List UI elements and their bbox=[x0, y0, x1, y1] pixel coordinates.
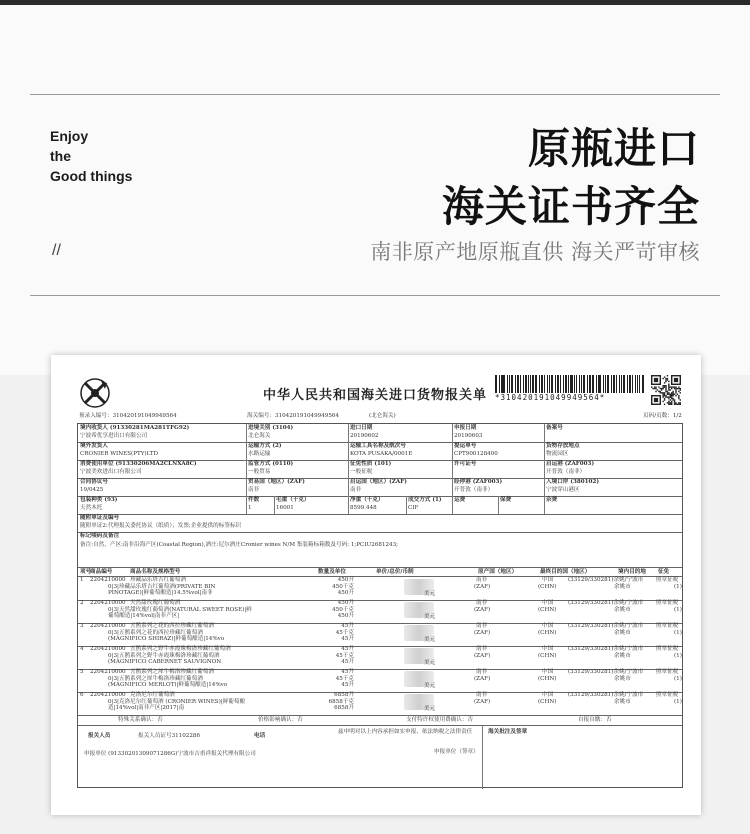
grid-col-line bbox=[246, 424, 247, 496]
barcode-bar bbox=[535, 375, 538, 393]
barcode-bar bbox=[611, 375, 612, 393]
declarant-cert: 报关人员证号31102286 bbox=[138, 733, 201, 739]
field-label: 启运国（地区）(ZAF) bbox=[350, 479, 407, 485]
field-label: 运费 bbox=[454, 497, 466, 503]
barcode-bar bbox=[570, 375, 573, 393]
field-value: 物流园区 bbox=[546, 451, 569, 457]
barcode-bar bbox=[583, 375, 585, 393]
item-currency: 美元 bbox=[424, 683, 436, 689]
item-name: 五鹊系列之犀牛梅洛珍藏红葡萄酒 bbox=[130, 669, 214, 675]
item-quantity: 450升 bbox=[337, 613, 354, 619]
item-quantity: 450升 bbox=[337, 577, 354, 583]
field-label: 件数 bbox=[248, 497, 260, 503]
item-destination: 中国 bbox=[542, 646, 554, 652]
item-domestic-city: 余姚市 bbox=[614, 630, 631, 636]
item-destination-code: (CHN) bbox=[538, 630, 557, 636]
item-domestic-city: 余姚市 bbox=[614, 653, 631, 659]
declarant-label: 报关人员 bbox=[88, 733, 111, 739]
barcode-bar bbox=[605, 375, 606, 393]
column-header: 境内目的地 bbox=[618, 569, 646, 575]
seal-label: 申报单位（签章） bbox=[434, 749, 479, 755]
field-label: 运输方式 (2) bbox=[248, 443, 282, 449]
customs-note: 海关批注及签章 bbox=[488, 729, 528, 735]
grid-col-line bbox=[452, 424, 453, 496]
item-quantity: 45千克 bbox=[335, 652, 354, 659]
item-destination-code: (CHN) bbox=[538, 653, 557, 659]
item-origin: 南非 bbox=[476, 623, 488, 629]
barcode-bar bbox=[576, 375, 578, 393]
barcode-bar bbox=[621, 375, 622, 393]
barcode-bar bbox=[579, 375, 580, 393]
barcode-bar bbox=[619, 375, 620, 393]
item-quantity: 45升 bbox=[341, 669, 354, 675]
item-destination: 中国 bbox=[542, 600, 554, 606]
field-label: 备案号 bbox=[546, 425, 563, 431]
item-domestic-destination: (33129/330281)余姚/宁波市 bbox=[568, 692, 644, 698]
grid-col-line bbox=[452, 496, 453, 514]
field-label: 申报日期 bbox=[454, 425, 477, 431]
subtitle: 南非原产地原瓶直供 海关严苛审核 bbox=[370, 240, 700, 264]
field-label: 征免性质 (101) bbox=[350, 461, 392, 467]
item-domestic-destination: (33129/330281)余姚/宁波市 bbox=[568, 623, 644, 629]
barcode-bar bbox=[507, 375, 508, 393]
declaring-unit: 申报单位 (91330201309071286G)宁波市吉甫祥报关代理有限公司 bbox=[84, 751, 256, 757]
item-domestic-destination: (33129/330281)余姚/宁波市 bbox=[568, 646, 644, 652]
field-value: 开普敦（南非） bbox=[546, 469, 586, 475]
item-origin-code: (ZAF) bbox=[474, 676, 491, 682]
headline-1: 原瓶进口 bbox=[527, 124, 700, 173]
barcode-bar bbox=[499, 375, 500, 393]
field-value: CIF bbox=[408, 505, 419, 511]
item-destination: 中国 bbox=[542, 577, 554, 583]
customs-declaration-paper bbox=[51, 355, 701, 815]
item-number: 4 bbox=[80, 646, 84, 652]
field-label: 监管方式 (0110) bbox=[248, 461, 294, 467]
item-destination-code: (CHN) bbox=[538, 699, 557, 705]
item-domestic-destination: (33129/330281)余姚/宁波市 bbox=[568, 600, 644, 606]
grid-col-line bbox=[544, 424, 545, 496]
barcode-bar bbox=[539, 375, 540, 393]
field-value: 北仑海关 bbox=[248, 433, 271, 439]
item-currency: 美元 bbox=[424, 591, 436, 597]
field-label: 货物存放地点 bbox=[546, 443, 580, 449]
item-exemption-code: (1) bbox=[674, 653, 682, 659]
item-currency: 美元 bbox=[424, 614, 436, 620]
barcode-bar bbox=[639, 375, 640, 393]
grid-row-line bbox=[78, 715, 682, 716]
item-origin: 南非 bbox=[476, 669, 488, 675]
item-origin-code: (ZAF) bbox=[474, 653, 491, 659]
item-exemption: 照章征税 bbox=[656, 623, 679, 629]
field-value: 19/0425 bbox=[80, 487, 104, 493]
item-currency: 美元 bbox=[424, 660, 436, 666]
grid-col-line bbox=[274, 496, 275, 514]
barcode-bar bbox=[642, 375, 644, 393]
page-number: 页码/页数：1/2 bbox=[643, 413, 682, 419]
field-label: 杂费 bbox=[546, 497, 558, 503]
barcode-bar bbox=[547, 375, 548, 393]
item-quantity: 45升 bbox=[341, 636, 354, 642]
item-hs-code: 2204210000 bbox=[90, 669, 126, 675]
barcode-bar bbox=[603, 375, 604, 393]
item-quantity: 45升 bbox=[341, 682, 354, 688]
barcode-bar bbox=[502, 375, 505, 393]
item-number: 5 bbox=[80, 669, 84, 675]
barcode-bar bbox=[592, 375, 594, 393]
field-label: 包装种类 (93) bbox=[80, 497, 118, 503]
barcode-bar bbox=[568, 375, 569, 393]
barcode-bar bbox=[598, 375, 599, 393]
column-header: 商品编号 bbox=[90, 569, 113, 575]
pre-entry-number: 预录入编号：310420191049949564 bbox=[79, 413, 177, 419]
item-name: 五鹊系列之花的西拉珍藏红葡萄酒 bbox=[130, 623, 214, 629]
barcode-bar bbox=[581, 375, 582, 393]
item-hs-code: 2204210000 bbox=[90, 577, 126, 583]
barcode-bar bbox=[599, 375, 601, 393]
field-label: 消费使用单位 (91330206MA2CLNXA8C) bbox=[80, 461, 197, 467]
field-value: 水路运输 bbox=[248, 451, 271, 457]
field-label: 贸易国（地区）(ZAF) bbox=[248, 479, 305, 485]
phone-label: 电话 bbox=[254, 733, 266, 739]
confirmation-field: 价格影响确认：否 bbox=[258, 717, 303, 723]
item-quantity: 45千克 bbox=[335, 629, 354, 636]
item-destination-code: (CHN) bbox=[538, 676, 557, 682]
item-quantity: 450升 bbox=[337, 590, 354, 596]
item-domestic-city: 余姚市 bbox=[614, 676, 631, 682]
field-label: 保费 bbox=[500, 497, 512, 503]
item-origin-code: (ZAF) bbox=[474, 630, 491, 636]
item-currency: 美元 bbox=[424, 637, 436, 643]
confirmation-field: 特殊关系确认：否 bbox=[118, 717, 163, 723]
item-exemption-code: (1) bbox=[674, 676, 682, 682]
item-quantity: 6858升 bbox=[334, 692, 354, 698]
declaration-grid bbox=[77, 423, 683, 788]
column-header: 征免 bbox=[658, 569, 670, 575]
item-currency: 美元 bbox=[424, 706, 436, 712]
barcode-bar bbox=[637, 375, 639, 393]
item-quantity: 6858千克 bbox=[328, 698, 354, 705]
item-exemption: 照章征税 bbox=[656, 600, 679, 606]
item-hs-code: 2204210000 bbox=[90, 646, 126, 652]
grid-col-line bbox=[406, 496, 407, 514]
item-name: 葡萄酿造|14%vol|南非产区| bbox=[108, 613, 180, 619]
item-exemption: 照章征税 bbox=[656, 669, 679, 675]
item-quantity: 45升 bbox=[341, 646, 354, 652]
column-header: 最终目的国（地区） bbox=[540, 569, 591, 575]
field-value: 8599.448 bbox=[350, 505, 377, 511]
barcode-bar bbox=[560, 375, 561, 393]
item-hs-code: 2204210000 bbox=[90, 692, 126, 698]
grid-row-line bbox=[78, 514, 682, 515]
item-name: 0|3|五鹊系列之野牛赤霞珠梅洛珍藏红葡萄酒 bbox=[108, 652, 220, 659]
barcode-bar bbox=[541, 375, 543, 393]
item-number: 6 bbox=[80, 692, 84, 698]
item-name: 五鹊系列之野牛赤霞珠梅洛珍藏红葡萄酒 bbox=[130, 646, 231, 652]
item-destination: 中国 bbox=[542, 692, 554, 698]
field-value: 一般贸易 bbox=[248, 469, 271, 475]
barcode-bar bbox=[557, 375, 560, 393]
field-value: 16001 bbox=[276, 505, 294, 511]
barcode-bar bbox=[555, 375, 556, 393]
field-value: 南非 bbox=[350, 487, 362, 493]
item-origin: 南非 bbox=[476, 646, 488, 652]
barcode-bar bbox=[629, 375, 632, 393]
item-name: PINOTAGE)|鲜葡萄酿造|14.5%vol|南非 bbox=[108, 590, 213, 596]
item-name: 0|3|五鹊系列之花的西拉珍藏红葡萄酒 bbox=[108, 629, 203, 636]
barcode-bar bbox=[532, 375, 534, 393]
field-label: 合同协议号 bbox=[80, 479, 108, 485]
item-domestic-city: 余姚市 bbox=[614, 699, 631, 705]
field-value: 宁波美欢进出口有限公司 bbox=[80, 469, 142, 475]
item-exemption-code: (1) bbox=[674, 699, 682, 705]
item-destination: 中国 bbox=[542, 623, 554, 629]
enjoy-tagline bbox=[50, 126, 132, 186]
column-header: 原产国（地区） bbox=[478, 569, 518, 575]
item-origin-code: (ZAF) bbox=[474, 607, 491, 613]
grid-row-line bbox=[78, 567, 682, 568]
field-label: 境外发货人 bbox=[80, 443, 108, 449]
bottom-divider bbox=[30, 295, 720, 296]
barcode-bar bbox=[551, 375, 553, 393]
customs-emblem-icon bbox=[79, 377, 111, 409]
item-name: 0|3|五鹊系列之犀牛梅洛珍藏红葡萄酒 bbox=[108, 675, 203, 682]
column-header: 数量及单位 bbox=[318, 569, 346, 575]
item-name: 0|3|克洛尼尔红葡萄酒 (CRONIER WINES)|鲜葡萄酿 bbox=[108, 698, 246, 705]
confirmation-field: 支付特许权使用费确认：否 bbox=[406, 717, 474, 723]
item-quantity: 450千克 bbox=[332, 606, 354, 613]
item-name: (MAGNIFICO CABERNET SAUVIGNON bbox=[108, 659, 222, 665]
grid-col-line bbox=[348, 496, 349, 514]
document-title: 中华人民共和国海关进口货物报关单 bbox=[263, 388, 488, 403]
item-number: 3 bbox=[80, 623, 84, 629]
item-quantity: 450升 bbox=[337, 600, 354, 606]
field-value: 天然木托 bbox=[80, 505, 103, 511]
grid-row-line bbox=[78, 532, 682, 533]
docs-value: 随附单证2:代理报关委托协议（纸质）；发票;企业提供的标签标识 bbox=[80, 523, 242, 529]
item-quantity: 450千克 bbox=[332, 583, 354, 590]
column-header: 项号 bbox=[80, 569, 92, 575]
item-origin-code: (ZAF) bbox=[474, 584, 491, 590]
item-quantity: 6858升 bbox=[334, 705, 354, 711]
barcode-bar bbox=[509, 375, 511, 393]
barcode-bar bbox=[596, 375, 597, 393]
grid-col-line bbox=[544, 496, 545, 514]
item-name: 天然甜玫瑰红葡萄酒 bbox=[130, 600, 181, 606]
barcode-bar bbox=[616, 375, 618, 393]
barcode-bar bbox=[627, 375, 628, 393]
item-name: (MAGNIFICO MERLOT)|鲜葡萄酿造|14%vo bbox=[108, 682, 228, 688]
barcode-bar bbox=[574, 375, 575, 393]
field-label: 运输工具名称及航次号 bbox=[350, 443, 406, 449]
field-value: 宁波希优享进出口有限公司 bbox=[80, 433, 148, 439]
field-label: 提运单号 bbox=[454, 443, 477, 449]
enjoy-line: Good things bbox=[50, 168, 133, 184]
item-name: 0|3|珍藏品乐塔吉红葡萄酒(PRIVATE BIN bbox=[108, 583, 216, 590]
marks-label: 标记唛码及备注 bbox=[80, 533, 120, 539]
field-value: 20190602 bbox=[350, 433, 379, 439]
item-name: 珍藏品乐塔吉红葡萄酒 bbox=[130, 577, 186, 583]
item-domestic-city: 余姚市 bbox=[614, 584, 631, 590]
item-hs-code: 2204210000 bbox=[90, 623, 126, 629]
confirmation-field: 自报自缴：否 bbox=[578, 717, 612, 723]
item-number: 2 bbox=[80, 600, 84, 606]
item-exemption: 照章征税 bbox=[656, 646, 679, 652]
grid-col-line bbox=[246, 496, 247, 514]
barcode-bar bbox=[523, 375, 524, 393]
barcode-bar bbox=[563, 375, 564, 393]
field-value: 20190603 bbox=[454, 433, 483, 439]
barcode-bar bbox=[635, 375, 636, 393]
docs-label: 随附单证及编号 bbox=[80, 515, 120, 521]
item-exemption-code: (1) bbox=[674, 630, 682, 636]
enjoy-line: Enjoy bbox=[50, 128, 89, 144]
barcode-bar bbox=[528, 375, 529, 393]
item-origin: 南非 bbox=[476, 600, 488, 606]
field-label: 许可证号 bbox=[454, 461, 477, 467]
item-domestic-destination: (33129/330281)余姚/宁波市 bbox=[568, 669, 644, 675]
customs-declaration bbox=[51, 355, 701, 815]
barcode-bar bbox=[607, 375, 610, 393]
field-label: 进境关别 (3104) bbox=[248, 425, 294, 431]
barcode bbox=[495, 375, 645, 393]
field-label: 启运港 (ZAF003) bbox=[546, 461, 595, 467]
item-exemption-code: (1) bbox=[674, 584, 682, 590]
field-value: 开普敦（南非） bbox=[454, 487, 494, 493]
barcode-bar bbox=[515, 375, 516, 393]
barcode-bar bbox=[520, 375, 521, 393]
grid-row-line bbox=[78, 725, 682, 726]
field-value: 南非 bbox=[248, 487, 260, 493]
barcode-text: *310420191049949564* bbox=[495, 393, 606, 402]
barcode-bar bbox=[495, 375, 497, 393]
top-divider bbox=[30, 94, 720, 95]
barcode-bar bbox=[587, 375, 588, 393]
item-exemption-code: (1) bbox=[674, 607, 682, 613]
customs-office-note: (北仑海关) bbox=[369, 413, 396, 419]
barcode-bar bbox=[632, 375, 633, 393]
barcode-bar bbox=[623, 375, 625, 393]
barcode-bar bbox=[525, 375, 527, 393]
headline-2: 海关证书齐全 bbox=[441, 182, 700, 231]
field-label: 净重（千克） bbox=[350, 497, 384, 503]
barcode-bar bbox=[589, 375, 592, 393]
item-quantity: 45升 bbox=[341, 659, 354, 665]
barcode-bar bbox=[530, 375, 531, 393]
item-domestic-destination: (33129/330281)余姚/宁波市 bbox=[568, 577, 644, 583]
field-value: 宁波穿山港区 bbox=[546, 487, 580, 493]
item-name: 克洛尼尔红葡萄酒 bbox=[130, 692, 175, 698]
item-domestic-city: 余姚市 bbox=[614, 607, 631, 613]
item-hs-code: 2204210000 bbox=[90, 600, 126, 606]
qr-code-icon bbox=[651, 375, 681, 405]
column-header: 商品名称及规格型号 bbox=[130, 569, 181, 575]
field-value: CPT900128400 bbox=[454, 451, 498, 457]
item-origin: 南非 bbox=[476, 692, 488, 698]
grid-col-line bbox=[498, 496, 499, 514]
enjoy-line: the bbox=[50, 148, 71, 164]
item-origin-code: (ZAF) bbox=[474, 699, 491, 705]
marks-value: 备注:自然，产区:南非沿海产区(Coastal Region),酒庄:尼尔酒庄Cronier wines N/M 集装箱标箱数及号码: 1;PCIU2681243; bbox=[80, 542, 399, 548]
field-label: 进口日期 bbox=[350, 425, 373, 431]
field-label: 入境口岸 (380102) bbox=[546, 479, 599, 485]
barcode-bar bbox=[613, 375, 615, 393]
customs-number: 海关编号：310420191049949564 bbox=[247, 413, 340, 419]
item-number: 1 bbox=[80, 577, 84, 583]
declaration-note: 兹申明对以上内容承担如实申报、依法纳税之法律责任 bbox=[338, 729, 473, 735]
barcode-bar bbox=[544, 375, 545, 393]
slash-mark: // bbox=[52, 242, 61, 259]
item-destination: 中国 bbox=[542, 669, 554, 675]
item-destination-code: (CHN) bbox=[538, 584, 557, 590]
field-label: 毛重（千克） bbox=[276, 497, 310, 503]
field-label: 成交方式 (1) bbox=[408, 497, 442, 503]
item-name: 造|14%vol|南非产区|2017|南 bbox=[108, 705, 185, 711]
item-destination-code: (CHN) bbox=[538, 607, 557, 613]
field-label: 境内收货人 (91330281MA281TFG92) bbox=[80, 425, 190, 431]
item-origin: 南非 bbox=[476, 577, 488, 583]
barcode-bar bbox=[549, 375, 551, 393]
barcode-bar bbox=[511, 375, 513, 393]
item-quantity: 45升 bbox=[341, 623, 354, 629]
grid-col-line bbox=[348, 424, 349, 496]
field-value: 一般征税 bbox=[350, 469, 373, 475]
field-value: CRONIER WINES(PTY)LTD bbox=[80, 451, 159, 457]
item-exemption: 照章征税 bbox=[656, 692, 679, 698]
column-header: 单价/总价/币制 bbox=[376, 569, 414, 575]
item-name: 0|3|天然甜玫瑰红葡萄酒(NATURAL SWEET ROSE)|鲜 bbox=[108, 606, 252, 613]
barcode-bar bbox=[565, 375, 567, 393]
item-name: (MAGNIFICO SHIRAZ)|鲜葡萄酿造|14%vo bbox=[108, 636, 225, 642]
item-quantity: 45千克 bbox=[335, 675, 354, 682]
barcode-bar bbox=[501, 375, 502, 393]
field-value: KOTA PUSAKA/0001E bbox=[350, 451, 413, 457]
item-exemption: 照章征税 bbox=[656, 577, 679, 583]
grid-col-line bbox=[482, 725, 483, 789]
field-value: 1 bbox=[248, 505, 252, 511]
field-label: 经停港 (ZAF003) bbox=[454, 479, 503, 485]
barcode-bar bbox=[517, 375, 520, 393]
